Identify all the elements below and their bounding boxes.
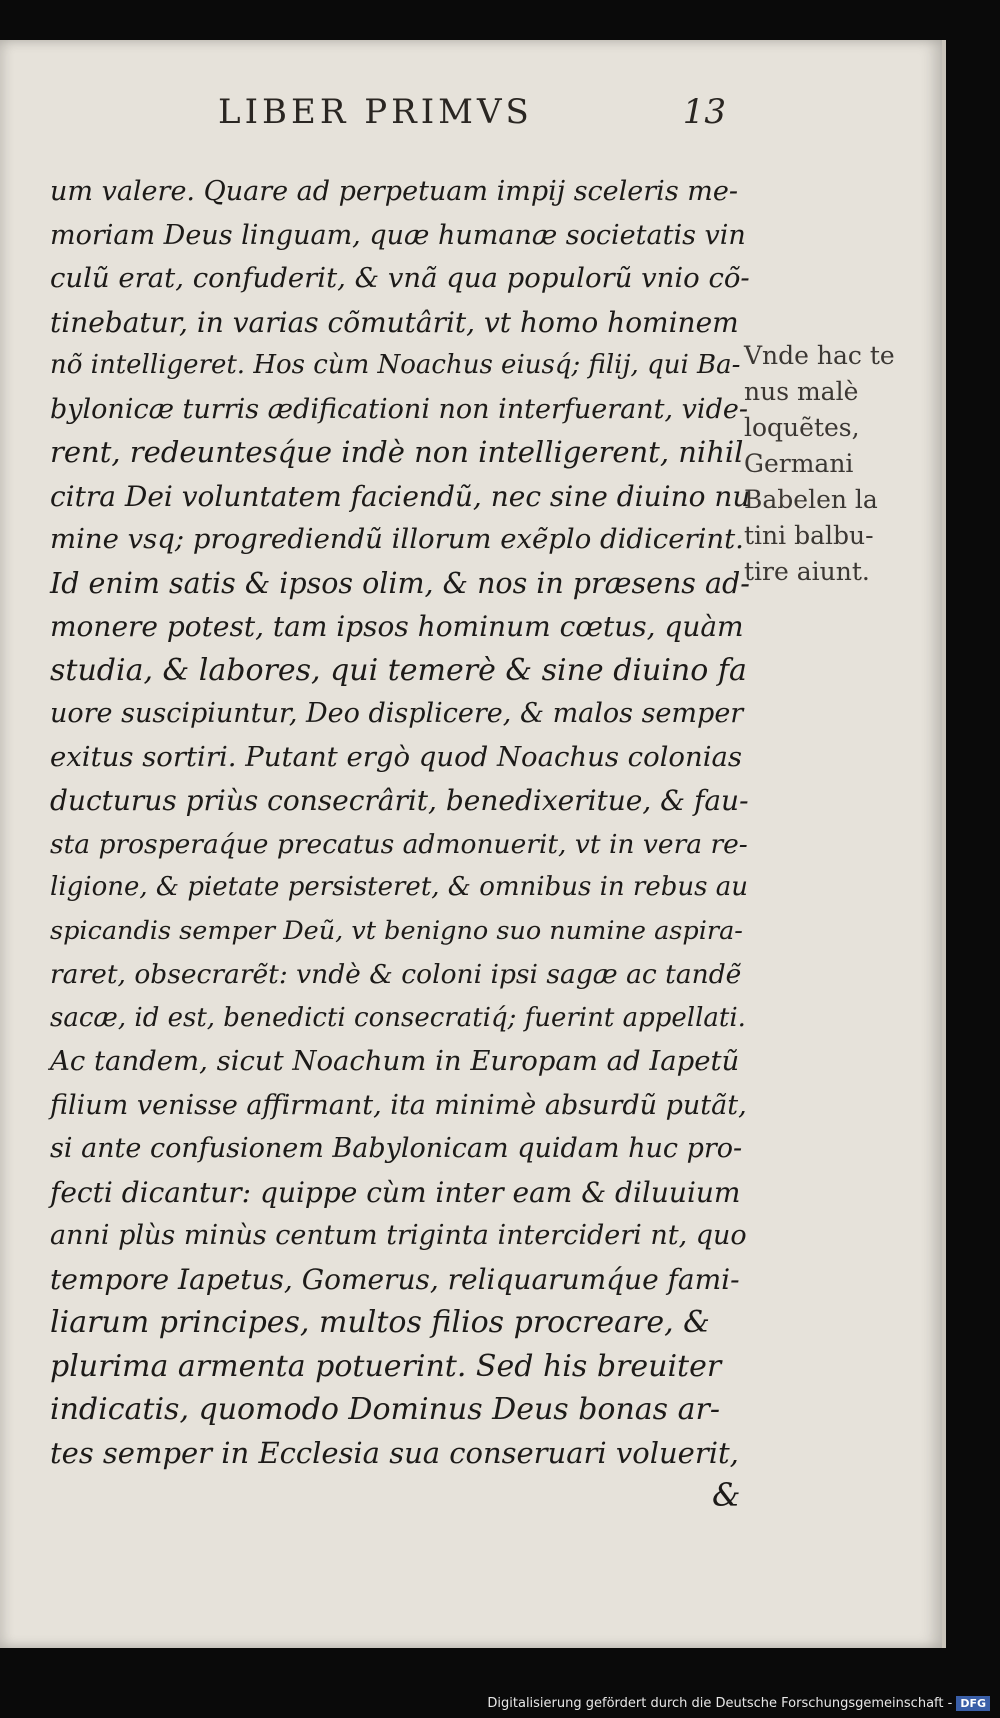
catchword: &: [712, 1476, 741, 1514]
text-line: rent, redeuntesq́ue indè non intelligerent, nihil: [50, 435, 744, 469]
footer-credit: Digitalisierung gefördert durch die Deutsche Forschungsgemeinschaft -: [487, 1696, 953, 1711]
text-line: indicatis, quomodo Dominus Deus bonas ar-: [50, 1392, 720, 1427]
text-line: uore suscipiuntur, Deo displicere, & malos semper: [50, 698, 744, 729]
text-line: anni plùs minùs centum triginta intercideri nt, quo: [50, 1220, 747, 1251]
marginal-line: loquẽtes,: [744, 413, 860, 442]
page-number: 13: [682, 92, 726, 132]
text-line: liarum principes, multos filios procreare, &: [50, 1305, 710, 1340]
text-line: tempore Iapetus, Gomerus, reliquarumq́ue fami-: [50, 1262, 740, 1296]
text-line: citra Dei voluntatem faciendũ, nec sine diuino nu: [50, 479, 751, 513]
marginal-line: tini balbu-: [744, 521, 874, 550]
text-line: tes semper in Ecclesia sua conseruari voluerit,: [50, 1435, 739, 1470]
text-line: spicandis semper Deũ, vt benigno suo numine aspira-: [50, 915, 743, 946]
text-line: Ac tandem, sicut Noachum in Europam ad Iapetũ: [50, 1045, 740, 1077]
text-line: tinebatur, in varias cõmutârit, vt homo hominem: [50, 305, 739, 339]
text-line: ducturus priùs consecrârit, benedixeritue, & fau-: [50, 784, 749, 817]
text-line: sacæ, id est, benedicti consecratiq́; fuerint appellati.: [50, 1002, 746, 1033]
marginal-line: tire aiunt.: [744, 557, 870, 586]
digitization-footer: [0, 1696, 990, 1711]
text-line: filium venisse affirmant, ita minimè absurdũ putãt,: [50, 1089, 747, 1121]
marginal-line: Germani: [744, 449, 854, 478]
text-line: plurima armenta potuerint. Sed his breuiter: [50, 1348, 722, 1384]
text-line: nõ intelligeret. Hos cùm Noachus eiusq́; filij, qui Ba-: [50, 350, 741, 380]
dfg-logo: DFG: [956, 1696, 990, 1711]
text-line: fecti dicantur: quippe cùm inter eam & diluuium: [50, 1175, 741, 1209]
text-line: moriam Deus linguam, quæ humanæ societatis vin: [50, 219, 746, 251]
text-line: bylonicæ turris ædificationi non interfuerant, vide-: [50, 393, 748, 425]
text-line: monere potest, tam ipsos hominum cœtus, quàm: [50, 610, 744, 643]
marginal-line: nus malè: [744, 377, 859, 406]
marginal-line: Babelen la: [744, 485, 878, 514]
page-edge: [942, 40, 946, 1648]
text-line: sta prosperaq́ue precatus admonuerit, vt in vera re-: [50, 828, 748, 860]
text-line: exitus sortiri. Putant ergò quod Noachus colonias: [50, 740, 742, 773]
text-line: mine vsq; progrediendũ illorum exẽplo didicerint.: [50, 523, 744, 555]
text-line: ligione, & pietate persisteret, & omnibus in rebus au: [50, 872, 748, 902]
text-line: um valere. Quare ad perpetuam impij sceleris me-: [50, 176, 738, 207]
main-text-block: [50, 170, 750, 1475]
text-line: raret, obsecrarẽt: vndè & coloni ipsi sagæ ac tandẽ: [50, 959, 742, 990]
marginal-note: [744, 338, 904, 590]
running-title: LIBER PRIMVS: [218, 92, 533, 132]
text-line: studia, & labores, qui temerè & sine diuino fa: [50, 652, 747, 688]
text-line: Id enim satis & ipsos olim, & nos in præsens ad-: [50, 566, 750, 600]
text-line: culũ erat, confuderit, & vnã qua populorũ vnio cõ-: [50, 262, 750, 294]
text-line: si ante confusionem Babylonicam quidam huc pro-: [50, 1133, 743, 1164]
marginal-line: Vnde hac te: [744, 341, 895, 370]
